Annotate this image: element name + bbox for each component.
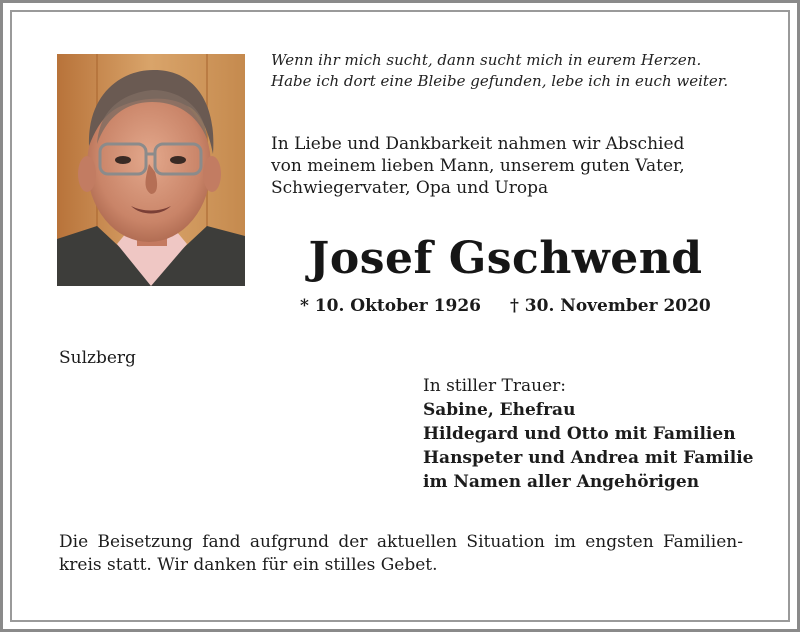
quote-line: Wenn ihr mich sucht, dann sucht mich in eurem Herzen. (271, 51, 702, 69)
farewell-line: In Liebe und Dankbarkeit nahmen wir Abschied (271, 134, 685, 154)
mourner-name: Hanspeter und Andrea mit Familie (423, 448, 754, 468)
quote-line: Habe ich dort eine Bleibe gefunden, lebe ich in euch weiter. (271, 72, 729, 90)
deceased-name: Josef Gschwend (308, 233, 703, 284)
farewell-text (271, 133, 771, 199)
notice-line: Die Beisetzung fand aufgrund der aktuellen Situation im engsten Familien- (59, 532, 743, 552)
portrait-photo (57, 54, 245, 286)
mourners-intro: In stiller Trauer: (423, 376, 566, 396)
mourner-name: Sabine, Ehefrau (423, 400, 576, 420)
place-name: Sulzberg (59, 348, 136, 368)
notice-line: kreis statt. Wir danken für ein stilles Gebet. (59, 555, 438, 575)
farewell-line: von meinem lieben Mann, unserem guten Vater, (271, 156, 685, 176)
mourners-block (423, 374, 773, 494)
birth-date: * 10. Oktober 1926 (300, 296, 481, 316)
mourner-name: im Namen aller Angehörigen (423, 472, 700, 492)
mourner-name: Hildegard und Otto mit Familien (423, 424, 736, 444)
memorial-quote (271, 50, 771, 92)
farewell-line: Schwiegervater, Opa und Uropa (271, 178, 549, 198)
death-date: † 30. November 2020 (510, 296, 711, 316)
funeral-notice (59, 531, 743, 577)
